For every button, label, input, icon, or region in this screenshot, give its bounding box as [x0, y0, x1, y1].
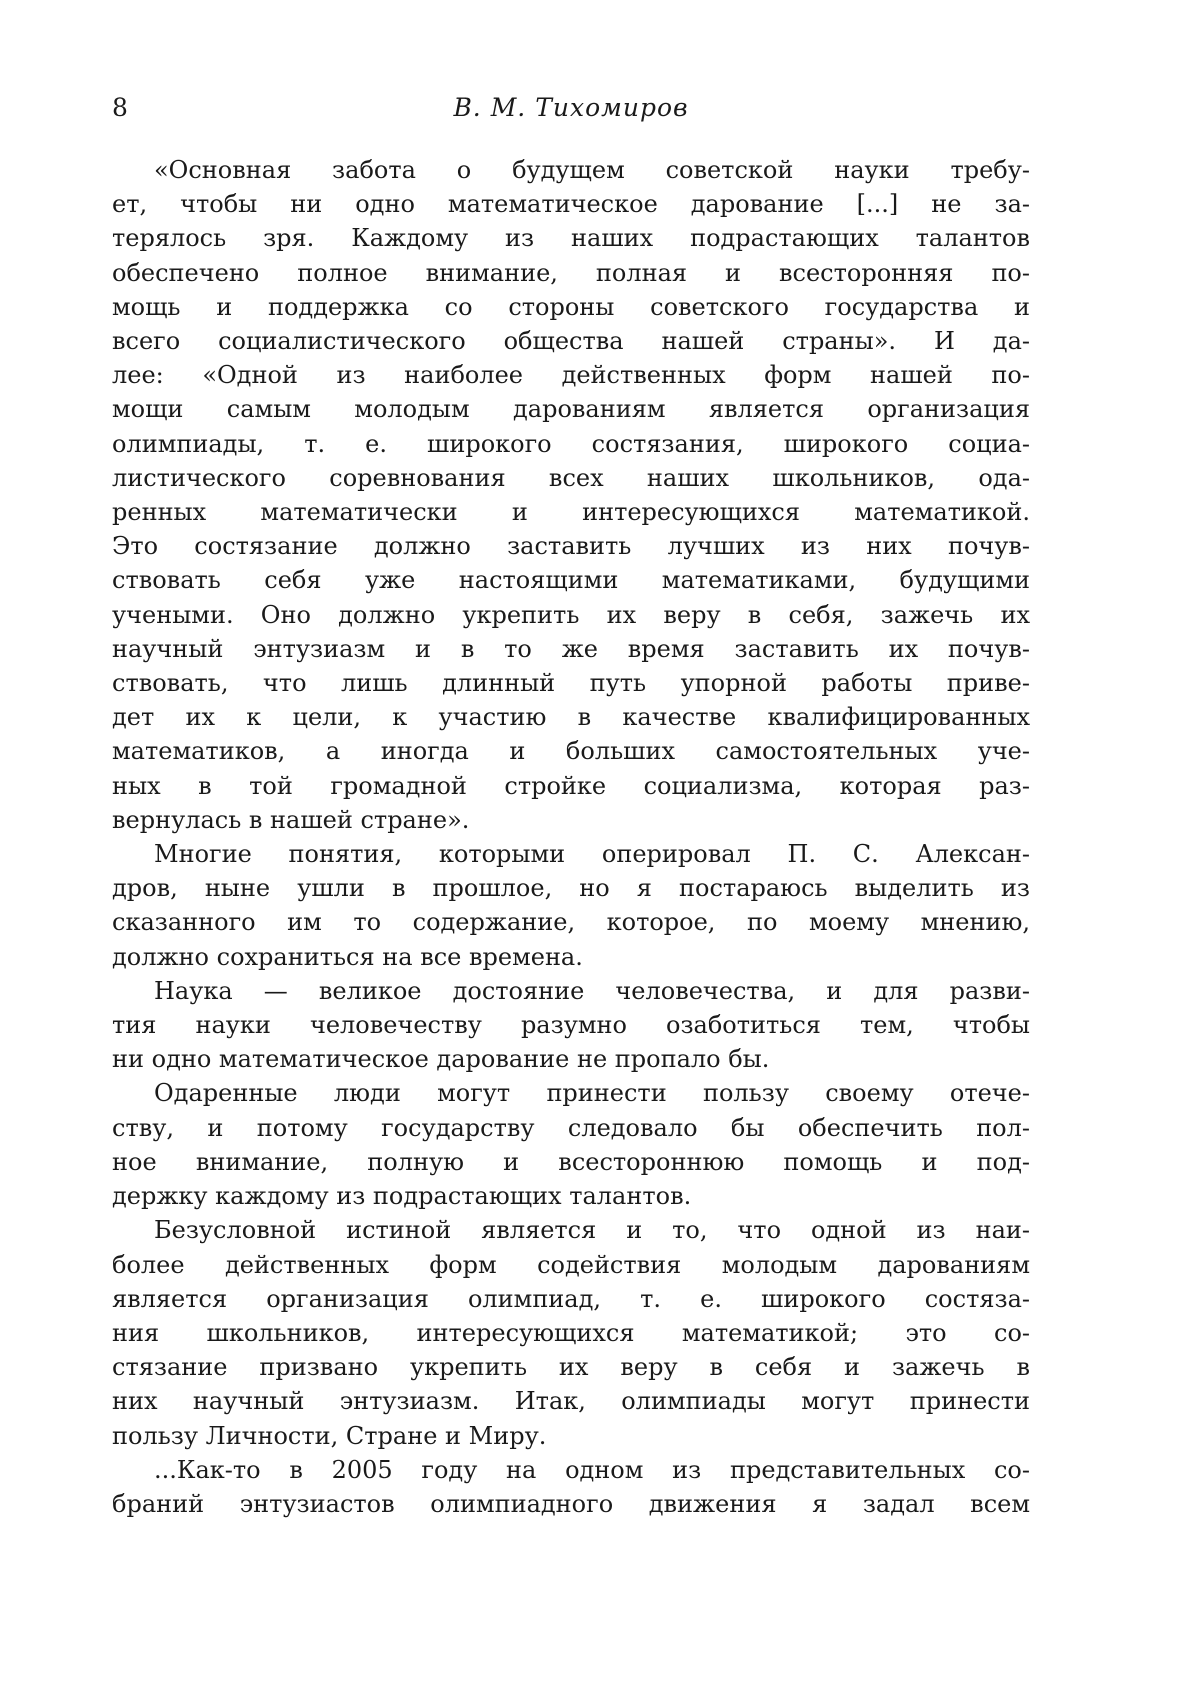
- paragraph: [112, 1453, 1030, 1521]
- text-line: листического соревнования всех наших школьников, ода-: [112, 461, 1030, 495]
- text-line: является организация олимпиад, т. е. широкого состяза-: [112, 1282, 1030, 1316]
- text-line: более действенных форм содействия молодым дарованиям: [112, 1248, 1030, 1282]
- text-line: тия науки человечеству разумно озаботиться тем, чтобы: [112, 1008, 1030, 1042]
- text-line: пользу Личности, Стране и Миру.: [112, 1419, 1030, 1453]
- text-line: учеными. Оно должно укрепить их веру в себя, зажечь их: [112, 598, 1030, 632]
- paragraph: [112, 1076, 1030, 1213]
- text-line: лее: «Одной из наиболее действенных форм нашей по-: [112, 358, 1030, 392]
- text-line: ству, и потому государству следовало бы обеспечить пол-: [112, 1111, 1030, 1145]
- text-line: Наука — великое достояние человечества, и для разви-: [112, 974, 1030, 1008]
- text-line: Безусловной истиной является и то, что одной из наи-: [112, 1213, 1030, 1247]
- text-line: Это состязание должно заставить лучших из них почув-: [112, 529, 1030, 563]
- text-line: браний энтузиастов олимпиадного движения я задал всем: [112, 1487, 1030, 1521]
- text-line: сказанного им то содержание, которое, по моему мнению,: [112, 905, 1030, 939]
- text-line: ных в той громадной стройке социализма, которая раз-: [112, 769, 1030, 803]
- paragraph: [112, 974, 1030, 1077]
- text-line: «Основная забота о будущем советской науки требу-: [112, 153, 1030, 187]
- text-line: терялось зря. Каждому из наших подрастающих талантов: [112, 221, 1030, 255]
- text-line: ное внимание, полную и всестороннюю помощь и под-: [112, 1145, 1030, 1179]
- text-line: ни одно математическое дарование не пропало бы.: [112, 1042, 1030, 1076]
- running-title-author: В. М. Тихомиров: [112, 90, 1030, 126]
- text-line: дров, ныне ушли в прошлое, но я постараюсь выделить из: [112, 871, 1030, 905]
- text-line: всего социалистического общества нашей страны». И да-: [112, 324, 1030, 358]
- book-page: [0, 0, 1200, 1703]
- text-line: мощь и поддержка со стороны советского государства и: [112, 290, 1030, 324]
- body-text: [112, 153, 1030, 1521]
- text-line: обеспечено полное внимание, полная и всесторонняя по-: [112, 256, 1030, 290]
- text-line: должно сохраниться на все времена.: [112, 940, 1030, 974]
- text-line: ренных математически и интересующихся математикой.: [112, 495, 1030, 529]
- paragraph: [112, 1213, 1030, 1452]
- text-line: Многие понятия, которыми оперировал П. С. Алексан-: [112, 837, 1030, 871]
- text-line: ...Как-то в 2005 году на одном из представительных со-: [112, 1453, 1030, 1487]
- paragraph: [112, 153, 1030, 837]
- text-line: ствовать себя уже настоящими математиками, будущими: [112, 563, 1030, 597]
- text-line: математиков, а иногда и больших самостоятельных уче-: [112, 734, 1030, 768]
- page-number: 8: [112, 90, 128, 126]
- text-line: Одаренные люди могут принести пользу своему отече-: [112, 1076, 1030, 1110]
- text-line: стязание призвано укрепить их веру в себя и зажечь в: [112, 1350, 1030, 1384]
- text-line: мощи самым молодым дарованиям является организация: [112, 392, 1030, 426]
- text-line: ет, чтобы ни одно математическое дарование [...] не за-: [112, 187, 1030, 221]
- text-line: них научный энтузиазм. Итак, олимпиады могут принести: [112, 1384, 1030, 1418]
- running-head: [112, 90, 1030, 126]
- text-line: вернулась в нашей стране».: [112, 803, 1030, 837]
- text-line: держку каждому из подрастающих талантов.: [112, 1179, 1030, 1213]
- text-line: ния школьников, интересующихся математикой; это со-: [112, 1316, 1030, 1350]
- text-line: олимпиады, т. е. широкого состязания, широкого социа-: [112, 427, 1030, 461]
- paragraph: [112, 837, 1030, 974]
- text-line: ствовать, что лишь длинный путь упорной работы приве-: [112, 666, 1030, 700]
- text-line: дет их к цели, к участию в качестве квалифицированных: [112, 700, 1030, 734]
- text-line: научный энтузиазм и в то же время заставить их почув-: [112, 632, 1030, 666]
